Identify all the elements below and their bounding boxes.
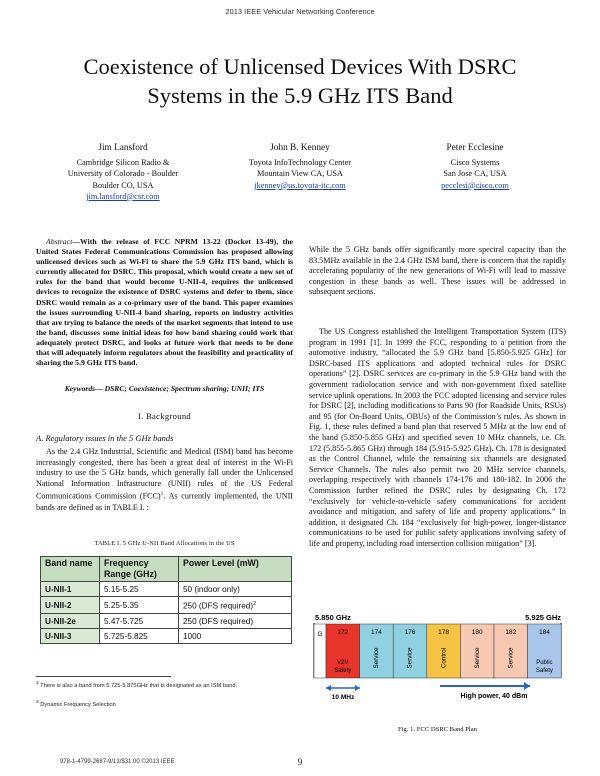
author-affiliation: Cambridge Silicon Radio &	[76, 158, 170, 168]
author-email-link[interactable]: jim.lansford@csr.com	[86, 191, 160, 201]
dsrc-band-plan-figure	[312, 612, 564, 716]
power-value: 250 (DFS required)	[183, 616, 254, 626]
table-cell-band: U-NII-2e	[41, 614, 100, 629]
channel-180	[460, 624, 494, 678]
title-line-1: Coexistence of Unlicensed Devices With DSRC	[83, 54, 517, 79]
body-paragraph	[36, 447, 293, 513]
abstract	[36, 237, 293, 368]
channel-label: V2V	[337, 660, 349, 666]
channel-group	[326, 624, 561, 678]
table-row	[41, 629, 292, 644]
table-cell-power	[179, 582, 292, 597]
table-header-cell: Frequency Range (GHz)	[100, 557, 179, 582]
channel-number: 180	[471, 629, 483, 636]
table-header-cell: Band name	[41, 557, 100, 582]
footnote-mark: 2	[36, 700, 39, 705]
channel-label: Public	[536, 660, 553, 666]
unii-band-table	[40, 556, 292, 644]
footnote-marker: 1	[160, 491, 164, 498]
footnote-text: There is also a band from 5.725-5.875GHz that is designated as an ISM band.	[38, 682, 238, 689]
high-power-label: High power, 40 dBm	[460, 693, 528, 700]
author-2	[215, 143, 385, 191]
footnote-mark: 1	[36, 681, 39, 686]
channel-label: Service	[473, 647, 481, 669]
author-3	[390, 143, 560, 191]
title-line-2: Systems in the 5.9 GHz ITS Band	[147, 83, 453, 108]
table-cell-band: U-NII-3	[41, 629, 100, 644]
high-power-arrow-head	[524, 682, 530, 690]
table-header-cell: Power Level (mW)	[179, 557, 292, 582]
channel-number: 172	[337, 629, 349, 636]
channel-number: 176	[404, 629, 416, 636]
channel-number: 184	[538, 629, 550, 636]
abstract-label: Abstract	[46, 237, 73, 246]
channel-178	[427, 624, 461, 678]
body-paragraph: While the 5 GHz bands offer significantly more spectral capacity than the 83.5MHz available in the 2.4 GHz ISM band, there is concern that the rapidly accelerating popularity of the new generations of Wi-Fi will lead to massive congestion in these bands as well. These issues will be addressed in subsequent sections.	[309, 245, 566, 297]
table-caption: TABLE I. 5 GHz U-NII Band Allocations in the US	[94, 540, 235, 547]
footnote-marker: 2	[253, 600, 257, 607]
footnote-divider	[36, 676, 171, 677]
author-location: San Jose CA, USA	[443, 169, 507, 179]
author-email-link[interactable]: pecclesi@cisco.com	[441, 180, 509, 190]
channel-176	[393, 624, 427, 678]
channel-label: Service	[507, 647, 515, 669]
paragraph-text: As the 2.4 GHz Industrial, Scientific and Medical (ISM) band has become increasingly congested, there has been a great deal of interest in the Wi-Fi industry to use the 5 GHz bands, which generally fall under the Unlicensed National Information Infrastructure (UNII) rules of the US Federal Communications Commission (FCC)	[36, 447, 293, 502]
author-affiliation: Toyota InfoTechnology Center	[248, 158, 352, 168]
author-email-link[interactable]: jkenney@us.toyota-itc.com	[254, 180, 346, 190]
channel-184	[528, 624, 562, 678]
table-cell-range: 5.47-5.725	[100, 614, 179, 629]
author-name: John B. Kenney	[270, 143, 330, 153]
table-cell-power	[179, 629, 292, 644]
author-1	[38, 143, 208, 202]
footnote-text: Dynamic Frequency Selection	[38, 701, 116, 708]
author-name: Jim Lansford	[98, 143, 148, 153]
paper-title	[40, 52, 560, 110]
section-heading: I. Background	[137, 411, 192, 421]
abstract-text: —With the release of FCC NPRM 13-22 (Docket 13-49), the United States Federal Communications Commission has proposed allowing unlicensed devices such as Wi-Fi to share the 5.9 GHz ITS band, which is currently allocated for DSRC. This proposal, which would create a new set of rules for the band that would become U-NII-4, requires the unlicensed devices to recognize the existence of DSRC systems and defer to them, since DSRC would remain as a co-primary user of the band. This paper examines the issues surrounding U-NII-4 band sharing, reports on industry activities that are trying to balance the needs of the market segments that intend to use the band, discusses some initial ideas for how band sharing could work that adequately protect DSRC, and looks at future work that needs to be done that will adequately inform regulators about the feasibility and practicality of sharing the 5.9 GHz ITS band.	[36, 237, 293, 368]
author-location: Boulder CO, USA	[92, 180, 154, 190]
channel-width-label: 10 MHz	[331, 694, 355, 701]
arrow-head-left	[326, 685, 331, 691]
table-cell-band: U-NII-2	[41, 597, 100, 614]
power-value: 250 (DFS required)	[183, 601, 254, 611]
table-cell-range: 5.725-5.825	[100, 629, 179, 644]
page-number: 9	[297, 757, 303, 767]
channel-182	[494, 624, 528, 678]
conference-header: 2013 IEEE Vehicular Networking Conference	[225, 7, 375, 16]
keywords: Keywords— DSRC; Coexistence; Spectrum sharing; UNII; ITS	[64, 384, 265, 393]
channel-label: Service	[373, 647, 381, 669]
power-value: 1000	[183, 631, 202, 641]
subsection-heading: A. Regulatory issues in the 5 GHz bands	[36, 433, 174, 443]
table-row	[41, 614, 292, 629]
channel-label: Safety	[334, 668, 352, 674]
channel-number: 178	[438, 629, 450, 636]
channel-label: Safety	[535, 668, 553, 674]
table-cell-range: 5.15-5.25	[100, 582, 179, 597]
power-value: 50 (indoor only)	[183, 584, 240, 594]
author-affiliation: University of Colorado - Boulder	[67, 169, 179, 179]
author-affiliation: Cisco Systems	[450, 158, 500, 168]
table-row	[41, 597, 292, 614]
guard-band-label: G	[317, 631, 323, 638]
paragraph-text-end: . As currently implemented, the UNII bands are defined as in TABLE I. :	[36, 492, 293, 512]
left-frequency-label: 5.850 GHz	[315, 613, 351, 622]
table-cell-range: 5.25-5.35	[100, 597, 179, 614]
table-cell-power	[179, 614, 292, 629]
table-cell-power	[179, 597, 292, 614]
table-cell-band: U-NII-1	[41, 582, 100, 597]
channel-number: 174	[370, 629, 382, 636]
isbn-footer: 978-1-4799-2687-9/13/$31.00 ©2013 IEEE	[60, 759, 175, 765]
channel-label: Control	[440, 647, 448, 669]
arrow-head-right	[355, 685, 360, 691]
channel-174	[360, 624, 394, 678]
figure-caption: Fig. 1. FCC DSRC Band Plan	[398, 726, 477, 733]
author-location: Mountain View CA, USA	[256, 169, 343, 179]
table-row	[41, 582, 292, 597]
footnote	[36, 699, 293, 709]
channel-172	[326, 624, 360, 678]
table-header-row	[41, 557, 292, 582]
right-frequency-label: 5.925 GHz	[525, 613, 561, 622]
body-paragraph: The US Congress established the Intelligent Transportation System (ITS) program in 1991 [1]. In 1999 the FCC, responding to a petition from the automotive industry, “allocated the 5.9 GHz band [5.850-5.925 GHz] for DSRC-based ITS applications and adopted technical rules for DSRC operations” [2]. DSRC services are co-primary in the 5.9 GHz band with the government radiolocation service and with non-government fixed satellite service uplink operations. In 2003 the FCC adopted licensing and service rules for DSRC [2], including modifications to Parts 90 (for Roadside Units, RSUs) and 95 (for On-Board Units, OBUs) of the Commission’s rules. As shown in Fig. 1, these rules defined a band plan that reserved 5 MHz at the low end of the band (5.850-5.855 GHz) and specified seven 10 MHz channels, i.e. Ch. 172 (5.855-5.865 GHz) through 184 (5.915-5.925 GHz). Ch. 178 is designated as the Control Channel, while the remaining six channels are designated Service Channels. The rules also permit two 20 MHz service channels, overlapping respectively with channels 174-176 and 180-182. In 2006 the Commission further refined the DSRC rules by designating Ch. 172 “exclusively for vehicle-to-vehicle safety communications for accident avoidance and mitigation, and safety of life and property applications.” In addition, it designated Ch. 184 “exclusively for high-power, longer-distance communications to be used for public safety applications involving safety of life and property, including road intersection collision mitigation” [3].	[309, 327, 566, 548]
channel-number: 182	[505, 629, 517, 636]
footnote	[36, 680, 293, 690]
channel-label: Service	[406, 647, 414, 669]
author-name: Peter Ecclesine	[446, 143, 504, 153]
